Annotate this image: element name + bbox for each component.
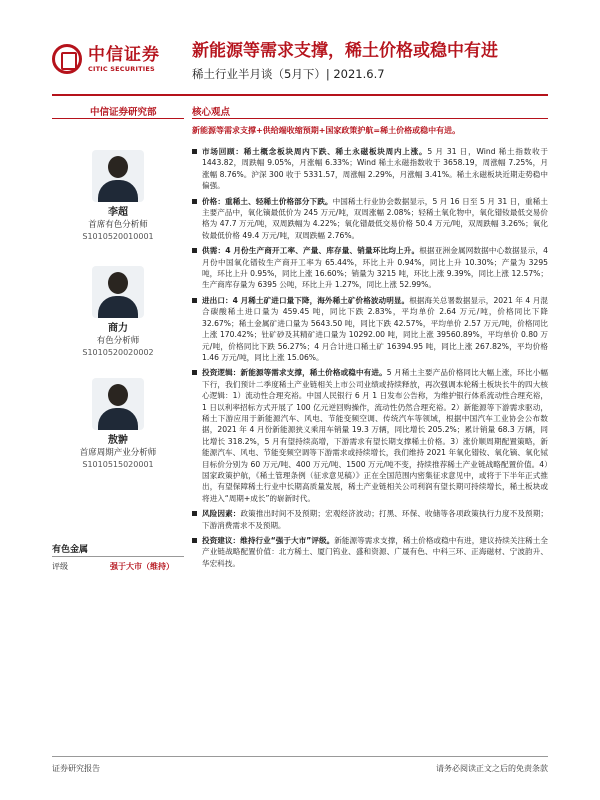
- rating-value: 强于大市（维持）: [110, 562, 174, 571]
- bullet-text: 政策推出时间不及预期；宏观经济波动；打黑、环保、收储等各项政策执行力度不及预期；下游消费需求不及预期。: [202, 509, 549, 530]
- bullet-item: [192, 146, 548, 192]
- industry-divider: [52, 556, 184, 557]
- author-role: 有色分析师: [96, 336, 140, 346]
- bullet-lead: 进出口：4 月稀土矿进口量下降，海外稀土矿价格波动明显。: [202, 295, 410, 305]
- author-photo-icon: [92, 266, 144, 318]
- author-card: [52, 150, 184, 243]
- core-view-label: 核心观点: [192, 107, 231, 118]
- bullet-text: 根据亚洲金属网数据中心数据显示，4 月份中国氧化镨钕生产商开工率为 65.44%，环比上升 0.94%，同比上升 10.30%；产量为 3295 吨，环比上升 0.95%，同比上涨 16.60%；销量为 3215 吨，环比上涨 9.39%，同比上涨 12.57%；生产商库存量为 6395 公吨，环比上升 1.27%，同比上涨 52.99%。: [202, 246, 548, 290]
- report-title: 新能源等需求支撑，稀土价格或稳中有进: [192, 41, 498, 61]
- bullet-text: 5 月 31 日，Wind 稀土指数收于 1443.82，周跌幅 9.05%，月涨幅 6.33%；Wind 稀土永磁指数收于 3658.19，周涨幅 7.25%，月涨幅 8.76%。沪深 300 收于 5331.57，周涨幅 2.29%，月涨幅 3.41%。稀土永磁板块近期走势稳中偏强。: [202, 147, 549, 191]
- author-photo-icon: [92, 150, 144, 202]
- bullet-text: 中国稀土行业协会数据显示，5 月 16 日至 5 月 31 日，重稀土主要产品中，氧化镝最低价为 245 万元/吨，双周涨幅 2.08%；轻稀土氧化物中，氧化镨钕最低交易价格为 47.7 万元/吨，双周跌幅为 4.22%；氧化镨最低交易价格 50.4 万元/吨，双周跌幅 3.26%；氧化钕最低价格 49.4 万元/吨，双周跌幅 2.76%。: [202, 196, 548, 240]
- author-role: 首席周期产业分析师: [79, 448, 157, 458]
- footer-disclaimer: 请务必阅读正文之后的免责条款: [436, 764, 548, 773]
- bullet-lead: 风险因素：: [202, 509, 241, 519]
- author-name: 敖翀: [108, 435, 128, 446]
- citic-logo-icon: [52, 44, 82, 74]
- bullet-text: 根据海关总署数据显示，2021 年 4 月混合碳酸稀土进口量为 459.45 吨，同比下跌 2.83%，平均单价 2.64 万元/吨，价格同比下降 32.67%；稀土金属矿进口量为 5643.50 吨，同比下跌 42.57%，平均单价 2.57 万元/吨，价格同比上涨 170.42%；钍矿砂及其精矿进口量为 10292.00 吨，同比上涨 39560.89%，平均单价 0.80 万元/吨，价格同比下跌 56.27%；4 月合计进口稀土矿 16394.95 吨，同比上涨 267.82%，平均价格 1.46 万元/吨，同比上涨 15.06%。: [202, 295, 548, 362]
- author-name: 商力: [108, 323, 128, 334]
- left-divider: [52, 118, 184, 119]
- author-card: [52, 378, 184, 471]
- bullet-item: [192, 535, 548, 569]
- bullet-lead: 投资建议：维持行业“强于大市”评级。: [202, 536, 335, 545]
- footer-divider: [52, 756, 548, 757]
- bullet-item: [192, 245, 548, 291]
- core-summary: 新能源等需求支撑+供给端收缩预期+国家政策护航=稀土价格或稳中有进。: [192, 126, 461, 135]
- bullet-lead: 市场回顾：稀土概念板块周内下跌、稀土永磁板块周内上涨。: [202, 147, 428, 156]
- industry-label: 有色金属: [52, 545, 89, 555]
- bullet-item: [192, 508, 548, 531]
- report-subtitle: 稀土行业半月谈（5月下）| 2021.6.7: [192, 67, 385, 81]
- author-photo-icon: [92, 378, 144, 430]
- author-id: S1010520020002: [82, 348, 154, 357]
- bullet-text: 新能源等需求支撑，稀土价格或稳中有进，建议持续关注稀土全产业链战略配置价值：北方稀土、厦门钨业、盛和资源、广晟有色、中科三环、正海磁材、宁波韵升、华宏科技。: [202, 536, 549, 568]
- bullet-lead: 供需：4 月份生产商开工率、产量、库存量、销量环比均上升。: [202, 246, 420, 256]
- rating-label: 评级: [52, 562, 68, 571]
- header-divider: [52, 94, 548, 96]
- bullet-lead: 投资逻辑：新能源等需求支撑，稀土价格或稳中有进。: [202, 368, 387, 378]
- logo-en: CITIC SECURITIES: [88, 64, 155, 73]
- bullet-item: [192, 295, 548, 363]
- logo-cn: 中信证券: [88, 44, 160, 65]
- author-name: 李超: [108, 207, 128, 218]
- author-card: [52, 266, 184, 359]
- bullet-lead: 价格：重稀土、轻稀土价格部分下跌。: [202, 196, 333, 206]
- report-header: [0, 0, 600, 96]
- bullet-text: 5 月稀土主要产品价格同比大幅上涨，环比小幅下行，我们预计二季度稀土产业链相关上市公司业绩或持续释放，再次强调本轮稀土板块长牛的四大核心逻辑：1）流动性合理充裕。中国人民银行 6 月 1 日发布公告称，为维护银行体系流动性合理充裕，1 日以利率招标方式开展了 100 亿元逆回购操作，流动性仍然合理充裕。2）新能源等下游需求驱动，稀土下游应用于新能源汽车、风电、节能变频空调、传统汽车等领域，根据中国汽车工业协会公布数据，2021 年 4 月份新能源狭义乘用车销量 19.3 万辆，同比增长 205.2%；累计销量 68.3 万辆，同比增长 318.2%，5 月有望持续高增，下游需求有望长期支撑稀土价格。3）涨价顺周期配置策略，新能源汽车、风电、节能变频空调等下游需求或持续增长，我们维持 2021 年氧化镨钕、氧化镝、氧化铽目标价分别为 60 万元/吨、400 万元/吨、1500 万元/吨不变，持续推荐稀土产业链战略配置价值。4）国家政策护航，《稀土管理条例（征求意见稿）》正在全国范围内密集征求意见中，或将于下半年正式推出，有望保障稀土行业中长期高质量发展，稀土产业链相关公司利润有望长期可持续增长，稀土板块或将进入“周期+成长”的崭新时代。: [202, 368, 549, 503]
- core-divider: [192, 118, 548, 119]
- bullet-item: [192, 367, 548, 504]
- author-id: S1010520010001: [82, 232, 154, 241]
- research-dept-label: 中信证券研究部: [90, 107, 157, 118]
- author-id: S1010515020001: [82, 460, 154, 469]
- logo-text: [88, 45, 160, 74]
- bullet-item: [192, 196, 548, 242]
- author-role: 首席有色分析师: [88, 220, 148, 230]
- footer-left: 证券研究报告: [52, 764, 100, 773]
- citic-logo: [52, 38, 188, 80]
- bullet-list: [192, 146, 548, 573]
